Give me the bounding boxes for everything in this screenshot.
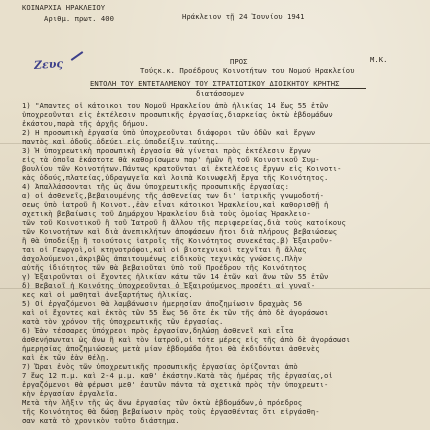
body-line: 2) Η προσωπικὴ ἐργασία ὑπὸ ὑποχρεοῦνται διάφοροι τῶν ὁδῶν καὶ ἔργων bbox=[22, 128, 316, 137]
body-line: ται οἱ Γεωργοὶ,οἱ κτηνοτρόφοι,καὶ οἱ βιοτεχνικοὶ τεχνῖται ἢ ἄλλας bbox=[22, 245, 307, 254]
body-line: 1) "Απαντες οἱ κάτοικοι του Νομοῦ Ηρακλείου ἀπὸ ἡλικίας 14 ἕως 55 ἐτῶν bbox=[22, 101, 329, 110]
body-line: ὑποχρεοῦνται εἰς ἐκτέλεσιν προσωπικῆς ἐργασίας,διαρκείας ὀκτὼ ἑβδομάδων bbox=[22, 110, 333, 119]
body-line: ἢ θὰ ὑποδείξῃ ἢ τοιούτοις ἰατροῖς τῆς Κοινότητος συνεκέτας.β) Ἐξαιροῦν- bbox=[22, 236, 333, 245]
body-line: σεως ὑπὸ ἰατροῦ ἢ Κοινοτ.,ἐὰν εἶναι κάτοικοι Ἡρακλείου,καὶ καθορισθῇ ἡ bbox=[22, 200, 329, 209]
body-line: 6) Ἐὰν τέσσαρες ὑπόχρεοι πρὸς ἐργασίαν,δηλώσῃ ἀσθενεῖ καὶ εἶτα bbox=[22, 326, 294, 335]
body-line: γ) Ἐξαιροῦνται οἱ ἔχοντες ἡλικίαν κάτω τῶν 14 ἐτῶν καὶ ἄνω τῶν 55 ἐτῶν bbox=[22, 272, 329, 281]
body-line: 7 ἕως 12 π.μ. καὶ 2-4 μ.μ. καθ' ἑκάστην.Κατὰ τὰς ἡμέρας τῆς ἐργασίας,οἱ bbox=[22, 371, 333, 380]
place-date: Ηράκλειον τῇ 24 Ἰουνίου 1941 bbox=[182, 12, 305, 21]
signature-stroke bbox=[71, 51, 84, 61]
body-line: 4) Ἀπαλλάσσονται τῆς ὡς ἄνω ὑποχρεωτικῆς προσωπικῆς ἐργασίας: bbox=[22, 182, 290, 191]
office-name: ΚΟΙΝΑΡΧΙΑ ΗΡΑΚΛΕΙΟΥ bbox=[22, 3, 106, 12]
body-line: αὐτῆς ἰδιότητος τῶν θὰ βεβαιοῦται ὑπὸ τοῦ Προέδρου τῆς Κοινότητος bbox=[22, 263, 307, 272]
body-line: 5) Οἱ ἐργαζόμενοι θὰ λαμβάνωσιν ἡμερησίαν ἀποζημίωσιν δραχμὰς 56 bbox=[22, 299, 303, 308]
body-line: τῶν Κοινοτήτων καὶ διὰ ἀνεπικλήτων ἀποφάσεων ἤτοι διὰ πλήρους βεβαιώσεως bbox=[22, 227, 338, 236]
protocol-number: Αριθμ. πρωτ. 400 bbox=[44, 14, 115, 23]
body-line: Μετὰ τὴν λῆξιν τῆς ὡς ἄνω ἐργασίας τῶν ὀκτὼ ἑβδομάδων,ὁ πρόεδρος bbox=[22, 398, 303, 407]
body-line: ἀσχολούμενοι,ἀκριβῶς ἀπαιτουμένως εἰδικοὺς τεχνικὰς γνώσεις.Πλὴν bbox=[22, 254, 303, 263]
body-line: ἐργαζόμενοι θὰ φέρωσι μεθ' ἑαυτῶν πάντα τὰ σχετικὰ πρὸς τὴν ὑποχρεωτι- bbox=[22, 380, 329, 389]
document-subtitle: διατάσσομεν bbox=[196, 89, 245, 98]
body-line: ἡμερησίας ἀποζημιώσεως μετὰ μίαν ἑβδομάδα ἤτοι θὰ ἐκδιδόνται ἀσθενὲς bbox=[22, 344, 320, 353]
body-line: καὶ ἐκ τῶν ἐὰν θέλῃ. bbox=[22, 353, 110, 362]
body-line: ἀσθενήσωνται ὡς ἄνω ἢ καὶ τὸν ἰατροῦ,οἱ τότε μέρες εἰς τῆς ἀπὸ δὲ ἀγοράσωσι bbox=[22, 335, 351, 344]
to-label: ΠΡΟΣ bbox=[230, 57, 248, 66]
recipient-line: Τούςκ.κ. Προέδρους Κοινοτήτων του Νομού Ηρακλείου bbox=[140, 66, 355, 75]
body-line: 7) Ὥραι ἐνὸς τῶν ὑποχρεωτικῆς προσωπικῆς ἐργασίας ὁρίζονται ἀπὸ bbox=[22, 362, 298, 371]
body-line: ἐκάστου,παρὰ τῆς ἀρχῆς δήμου. bbox=[22, 119, 149, 128]
handwritten-signature: Ζευς bbox=[33, 57, 64, 72]
document-title: ΕΝΤΟΛΗ ΤΟΥ ΕΝΤΕΤΑΛΜΕΝΟΥ ΤΟΥ ΣΤΡΑΤΙΩΤΙΚΟΥ ΔΙΟΙΚΗΤΟΥ ΚΡΗΤΗΣ bbox=[90, 79, 340, 88]
body-line: τῆς Κοινότητος θὰ δώσῃ βεβαίωσιν πρὸς τοὺς ἐργασθέντας ὅτι εἰργάσθη- bbox=[22, 407, 320, 416]
body-line: 3) Ἡ ὑποχρεωτικὴ προσωπικὴ ἐργασία θὰ γίνεται πρὸς ἐκτέλεσιν ἔργων bbox=[22, 146, 311, 155]
body-line: εἰς τὰ ὁποῖα ἑκάστοτε θὰ καθορίσωμεν παρ' ἡμῶν ἢ τοῦ Κοινοτικοῦ Συμ- bbox=[22, 155, 320, 164]
body-line: κατὰ τὸν χρόνον τῆς ὑποχρεωτικῆς τῶν ἐργασίας. bbox=[22, 317, 224, 326]
body-line: α) οἱ ἀσθενεῖς,βεβαιουμένης τῆς ἀσθενείας των δι' ἰατρικῆς γνωμοδοτή- bbox=[22, 191, 325, 200]
body-line: δ) Βεβαιοῖ ἡ Κοινότης ὑποχρεοῦνται ὁ Ἐξαιρούμενος προσέτι αἱ γυναῖ- bbox=[22, 281, 316, 290]
body-line: καὶ οἱ ἔχοντες καὶ ἐκτὸς τῶν 55 ἕως 56 ὅτε ἐκ τῶν τῆς ἀπὸ δὲ ἀγοράσωσι bbox=[22, 308, 329, 317]
body-line: τῶν τοῦ Κοινοτικοῦ ἢ τοῦ Ἰατροῦ ἢ ἄλλου τῆς περιφερείας,διὰ τοὺς κατοίκους bbox=[22, 218, 346, 227]
body-line: κὴν ἐργασίαν ἐργαλεῖα. bbox=[22, 389, 119, 398]
body-line: σαν κατὰ τὸ χρονικὸν τοῦτο διάστημα. bbox=[22, 416, 180, 425]
body-line: σχετικὴ βεβαίωσις τοῦ Δημάρχου Ἡρακλείου διὰ τοὺς ὁμοίας Ἡρακλειο- bbox=[22, 209, 311, 218]
body-line: βουλίου τῶν Κοινοτήτων.Πάντως κρατοῦνται αἱ ἐκτελέσεις ἔργων εἰς Κοινοτι- bbox=[22, 164, 342, 173]
body-line: κες καὶ οἱ μαθηταὶ ἀνεξαρτήτως ἡλικίας. bbox=[22, 290, 193, 299]
body-line: παντὸς καὶ ὁδοῦς ὁδεύει εἰς ὑποδείξιν ταύτης. bbox=[22, 137, 219, 146]
mk-initials: Μ.Κ. bbox=[370, 55, 388, 64]
body-line: κὰς ὁδούς,πλατείας,ὑδραγωγεῖα καὶ λοιπὰ Κοινωφελῆ ἔργα τῆς Κοινότητος. bbox=[22, 173, 329, 182]
